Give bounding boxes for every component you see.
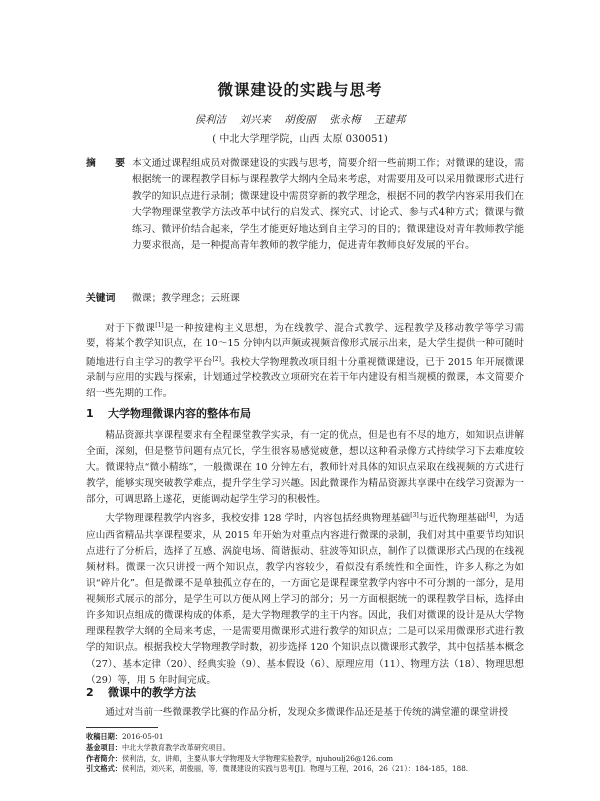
footnote-text: 侯利洁，女，讲师，主要从事大学物理及大学物理实验教学，njuhoulj26@126.com <box>121 753 394 763</box>
section-number: 1 <box>86 407 94 420</box>
footnote-divider <box>86 727 158 728</box>
intro-text: 。我校大学物理教改项目组十分重视微课建设，已于 2015 年开展微课录制与应用的实践与探索，计划通过学校教改立项研究在若干年内建设有相当规模的微课，本文简要介绍一些先期的工作。 <box>86 356 525 399</box>
footnotes <box>86 732 526 775</box>
footnote-line <box>86 764 526 775</box>
abstract-block <box>86 156 524 254</box>
footnote-label: 作者简介： <box>86 753 122 763</box>
footnote-line <box>86 743 526 754</box>
intro-text: 是一种按建构主义思想，为在线教学、混合式教学、远程教学及移动教学等学习需要，将某个教学知识点，在 10～15 分钟内以声频或视频音像形式展示出来，是大学生提供一种可随时随地进行自主学习的教学平台 <box>86 323 525 368</box>
footnote-line <box>86 732 526 743</box>
section-heading <box>86 405 251 421</box>
body-text: 大学物理课程教学内容多，我校安排 128 学时，内容包括经典物理基础 <box>105 513 411 525</box>
body-text: ，为适应山西省精品共享课程要求，从 2015 年开始为对重点内容进行微课的录制，我们对其中重要节均知识点进行了分析后，选择了互感、涡旋电场、简谐振动、驻波等知识点，制作了以微课形式凸现的在线视频材料。微课一次只讲授一两个知识点，教学内容较少，看似没有系统性和全面性，许多人称之为如识“碎片化”。但是微课不是单独孤立存在的，一方面它是课程课堂教学内容中不可分割的一部分，是用视频形式展示的部分，是学生可以方便从网上学习的部分；另一方面根据统一的课程教学目标，选择由许多知识点组成的微课构成的体系，是大学物理教学的主干内容。因此，我们对微课的设计是从大学物理课程教学大纲的全局来考虑，一是需要用微课形式进行教学的知识点；二是可以采用微课形式进行教学的知识点。根据我校大学物理教学时数，初步选择 120 个知识点以微课形式教学，其中包括基本概念（27）、基本定律（20）、经典实验（9）、基本假设（6）、原理应用（11）、物理方法（18）、物理思想（29）等，用 5 年时间完成。 <box>86 513 524 686</box>
intro-text: 对于下微课 <box>105 323 156 335</box>
abstract-text: 本文通过课程组成员对微课建设的实践与思考，简要介绍一些前期工作；对微课的建设，需根据统一的课程教学目标与课程教学大纲内全局来考虑，对需要用及可以采用微课形式进行教学的知识点进行录制；微课建设中需贯穿新的教学理念，根据不同的教学内容采用我们在大学物理课堂教学方法改革中试行的启发式、探究式、讨论式、参与式4种方式；微课与微练习、微评价结合起来，学生才能更好地达到自主学习的目的；微课建设对青年教师教学能力要求很高，是一种提高青年教师的教学能力，促进青年教师良好发展的平台。 <box>132 158 524 252</box>
citation-ref: [4] <box>486 512 495 520</box>
body-text: 与近代物理基础 <box>418 513 487 525</box>
section-title: 微课中的教学方法 <box>108 686 196 699</box>
keywords-label: 关键词 <box>86 293 116 304</box>
body-paragraph: 精品资源共享课程要求有全程课堂教学实录，有一定的优点，但是也有不尽的地方，如知识点讲解全面，深刻，但是整节问题有点冗长，学生很容易感觉疲惫，想以这种看录像方式持续学习下去难度较大。微课特点“微小精练”，一般微课在 10 分钟左右，教师针对具体的知识点采取在线视频的方式进行教学，能够实现突破教学难点，提升学生学习兴趣。因此微课作为精品资源共享课中在线学习资源为一部分，可调思路上遂花，更能调动起学生学习的积极性。 <box>86 430 524 506</box>
author-name: 刘兴来 <box>239 114 271 126</box>
footnote-label: 基金项目： <box>86 742 122 752</box>
footnote-text: 2016-05-01 <box>121 732 164 741</box>
section-heading <box>86 684 196 700</box>
citation-ref: [3] <box>410 512 419 520</box>
body-paragraph: 通过对当前一些微课教学比赛的作品分析，发现众多微课作品还是基于传统的满堂灌的课堂讲授 <box>105 707 509 718</box>
author-name: 侯利洁 <box>194 114 227 126</box>
footnote-text: 中北大学教育教学改革研究项目。 <box>121 742 230 752</box>
author-list <box>0 112 600 127</box>
section-body <box>86 428 524 689</box>
citation-ref: [2] <box>212 355 221 363</box>
author-name: 胡俊丽 <box>284 114 316 126</box>
section-title: 大学物理微课内容的整体布局 <box>108 407 251 420</box>
author-name: 王建邦 <box>373 114 406 126</box>
section-number: 2 <box>86 686 94 699</box>
footnote-label: 引文格式： <box>86 764 122 774</box>
author-name: 张永梅 <box>329 114 361 126</box>
footnote-label: 收稿日期： <box>86 732 122 741</box>
keywords-text: 微课；教学理念；云班课 <box>132 293 240 304</box>
footnote-line <box>86 754 526 765</box>
citation-ref: [1] <box>155 322 164 329</box>
affiliation: ( 中北大学理学院，山西 太原 030051) <box>212 134 388 145</box>
keywords-block <box>86 290 524 304</box>
body-paragraph <box>86 508 524 688</box>
intro-paragraph <box>86 318 524 401</box>
footnote-text: 侯利洁，刘兴来，胡俊丽，等．微课建设的实践与思考[J]．物理与工程，2016，26（21）：184-185，188. <box>121 764 469 774</box>
paper-title: 微课建设的实践与思考 <box>217 81 383 99</box>
abstract-label: 摘 要 <box>86 158 134 169</box>
